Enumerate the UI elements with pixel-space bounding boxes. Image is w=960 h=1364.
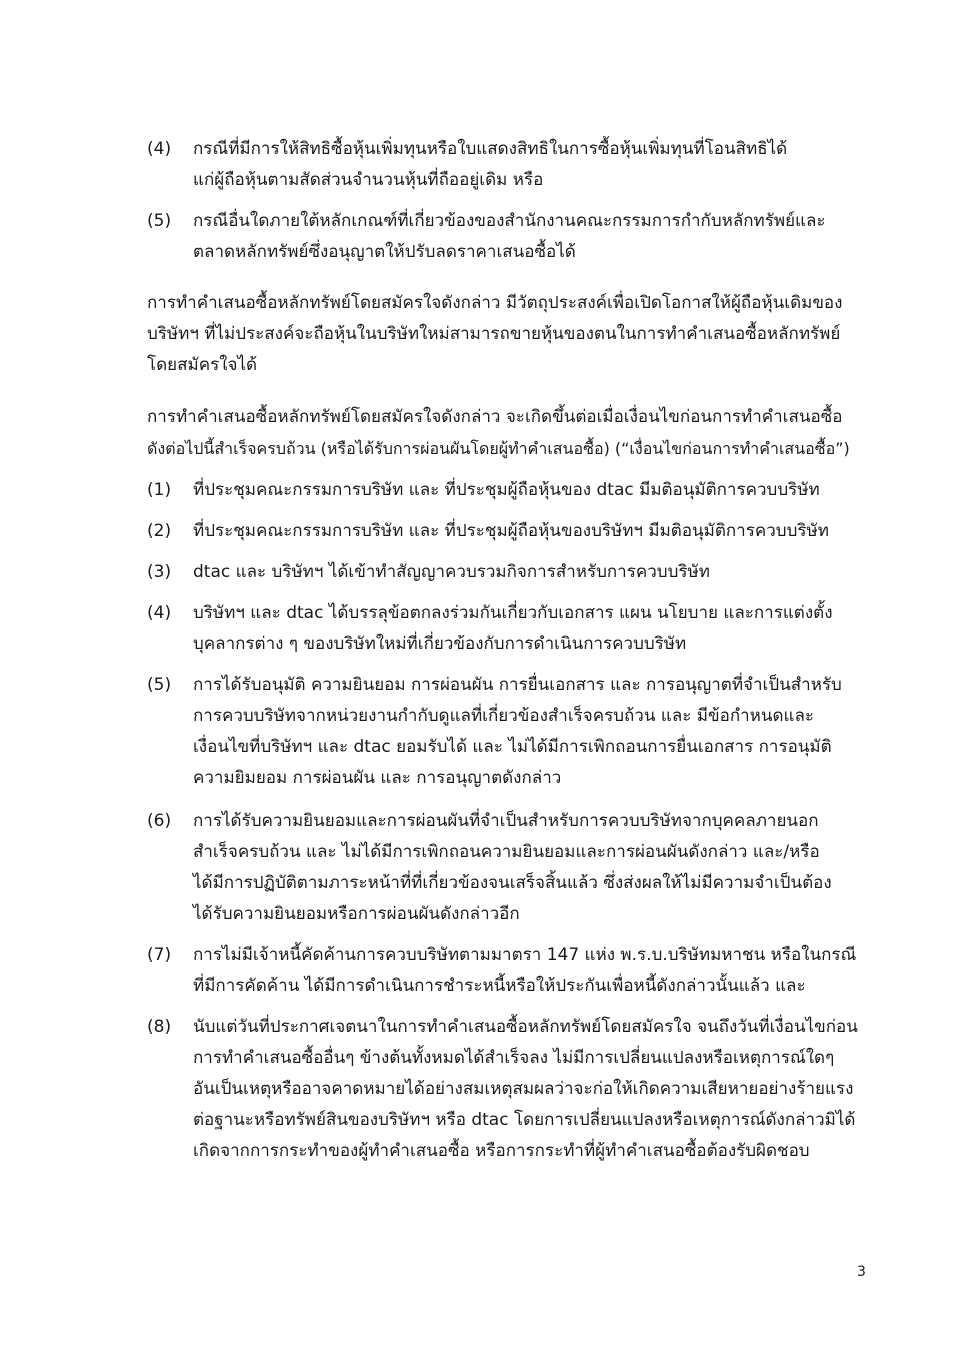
item-line: เกิดจากการกระทำของผู้ทำคำเสนอซื้อ หรือการกระทำที่ผู้ทำคำเสนอซื้อต้องรับผิดชอบ bbox=[193, 1141, 810, 1161]
item-line: กรณีอื่นใดภายใต้หลักเกณฑ์ที่เกี่ยวข้องของสำนักงานคณะกรรมการกำกับหลักทรัพย์และ bbox=[193, 211, 826, 231]
condition-item bbox=[147, 557, 867, 588]
item-line: กรณีที่มีการให้สิทธิซื้อหุ้นเพิ่มทุนหรือใบแสดงสิทธิในการซื้อหุ้นเพิ่มทุนที่โอนสิทธิได้ bbox=[193, 139, 788, 159]
paragraph-line: การทำคำเสนอซื้อหลักทรัพย์โดยสมัครใจดังกล่าว มีวัตถุประสงค์เพื่อเปิดโอกาสให้ผู้ถือหุ้นเดิมของ bbox=[147, 293, 843, 313]
item-line: นับแต่วันที่ประกาศเจตนาในการทำคำเสนอซื้อหลักทรัพย์โดยสมัครใจ จนถึงวันที่เงื่อนไขก่อน bbox=[193, 1017, 858, 1037]
item-number: (4) bbox=[147, 603, 172, 623]
item-line: บริษัทฯ และ dtac ได้บรรลุข้อตกลงร่วมกันเกี่ยวกับเอกสาร แผน นโยบาย และการแต่งตั้ง bbox=[193, 603, 833, 623]
item-line: การควบบริษัทจากหน่วยงานกำกับดูแลที่เกี่ยวข้องสำเร็จครบถ้วน และ มีข้อกำหนดและ bbox=[193, 706, 815, 726]
item-number: (1) bbox=[147, 480, 172, 500]
item-line: ได้รับความยินยอมหรือการผ่อนผันดังกล่าวอีก bbox=[193, 904, 520, 924]
condition-item bbox=[147, 598, 867, 660]
item-line: อันเป็นเหตุหรืออาจคาดหมายได้อย่างสมเหตุสมผลว่าจะก่อให้เกิดความเสียหายอย่างร้ายแรง bbox=[193, 1079, 854, 1099]
item-number: (4) bbox=[147, 139, 172, 159]
item-line: dtac และ บริษัทฯ ได้เข้าทำสัญญาควบรวมกิจการสำหรับการควบบริษัท bbox=[193, 562, 710, 582]
condition-item bbox=[147, 516, 867, 547]
list-item bbox=[147, 134, 867, 196]
paragraph-line: ดังต่อไปนี้สำเร็จครบถ้วน (หรือได้รับการผ่อนผันโดยผู้ทำคำเสนอซื้อ) (“เงื่อนไขก่อนการทำคำเสนอซื้อ”) bbox=[147, 439, 850, 458]
paragraph bbox=[147, 402, 867, 464]
paragraph-line: บริษัทฯ ที่ไม่ประสงค์จะถือหุ้นในบริษัทใหม่สามารถขายหุ้นของตนในการทำคำเสนอซื้อหลักทรัพย์ bbox=[147, 324, 841, 344]
item-line: ตลาดหลักทรัพย์ซึ่งอนุญาตให้ปรับลดราคาเสนอซื้อได้ bbox=[193, 242, 576, 262]
item-line: ความยิมยอม การผ่อนผัน และ การอนุญาตดังกล่าว bbox=[193, 768, 562, 788]
item-number: (3) bbox=[147, 562, 172, 582]
item-number: (5) bbox=[147, 211, 172, 231]
item-number: (8) bbox=[147, 1017, 172, 1037]
item-line: การได้รับอนุมัติ ความยินยอม การผ่อนผัน การยื่นเอกสาร และ การอนุญาตที่จำเป็นสำหรับ bbox=[193, 675, 842, 695]
item-line: ที่มีการคัดค้าน ได้มีการดำเนินการชำระหนี้หรือให้ประกันเพื่อหนี้ดังกล่าวนั้นแล้ว และ bbox=[193, 976, 806, 996]
paragraph-line: โดยสมัครใจได้ bbox=[147, 355, 258, 375]
item-line: การไม่มีเจ้าหนี้คัดค้านการควบบริษัทตามมาตรา 147 แห่ง พ.ร.บ.บริษัทมหาชน หรือในกรณี bbox=[193, 945, 857, 965]
item-number: (6) bbox=[147, 811, 172, 831]
item-line: การได้รับความยินยอมและการผ่อนผันที่จำเป็นสำหรับการควบบริษัทจากบุคคลภายนอก bbox=[193, 811, 819, 831]
condition-item bbox=[147, 940, 867, 1002]
item-number: (5) bbox=[147, 675, 172, 695]
condition-item bbox=[147, 806, 867, 930]
condition-item bbox=[147, 475, 867, 506]
item-line: เงื่อนไขที่บริษัทฯ และ dtac ยอมรับได้ และ ไม่ได้มีการเพิกถอนการยื่นเอกสาร การอนุมัติ bbox=[193, 737, 832, 757]
item-line: ที่ประชุมคณะกรรมการบริษัท และ ที่ประชุมผู้ถือหุ้นของบริษัทฯ มีมติอนุมัติการควบบริษัท bbox=[193, 521, 829, 541]
item-line: ได้มีการปฏิบัติตามภาระหน้าที่ที่เกี่ยวข้องจนเสร็จสิ้นแล้ว ซึ่งส่งผลให้ไม่มีความจำเป็นต้อง bbox=[193, 873, 832, 893]
condition-item bbox=[147, 1012, 867, 1167]
item-line: บุคลากรต่าง ๆ ของบริษัทใหม่ที่เกี่ยวข้องกับการดำเนินการควบบริษัท bbox=[193, 634, 687, 654]
item-number: (2) bbox=[147, 521, 172, 541]
condition-item bbox=[147, 670, 867, 794]
item-line: แก่ผู้ถือหุ้นตามสัดส่วนจำนวนหุ้นที่ถืออยู่เดิม หรือ bbox=[193, 170, 544, 190]
paragraph bbox=[147, 288, 867, 381]
item-line: สำเร็จครบถ้วน และ ไม่ได้มีการเพิกถอนความยินยอมและการผ่อนผันดังกล่าว และ/หรือ bbox=[193, 842, 820, 862]
item-line: ต่อฐานะหรือทรัพย์สินของบริษัทฯ หรือ dtac โดยการเปลี่ยนแปลงหรือเหตุการณ์ดังกล่าวมิได้ bbox=[193, 1110, 856, 1130]
page-number: 3 bbox=[857, 1264, 866, 1280]
item-number: (7) bbox=[147, 945, 172, 965]
item-line: ที่ประชุมคณะกรรมการบริษัท และ ที่ประชุมผู้ถือหุ้นของ dtac มีมติอนุมัติการควบบริษัท bbox=[193, 480, 820, 500]
list-item bbox=[147, 206, 867, 268]
paragraph-line: การทำคำเสนอซื้อหลักทรัพย์โดยสมัครใจดังกล่าว จะเกิดขึ้นต่อเมื่อเงื่อนไขก่อนการทำคำเสนอซื้อ bbox=[147, 407, 843, 427]
item-line: การทำคำเสนอซื้ออื่นๆ ข้างต้นทั้งหมดได้สำเร็จลง ไม่มีการเปลี่ยนแปลงหรือเหตุการณ์ใดๆ bbox=[193, 1048, 835, 1068]
